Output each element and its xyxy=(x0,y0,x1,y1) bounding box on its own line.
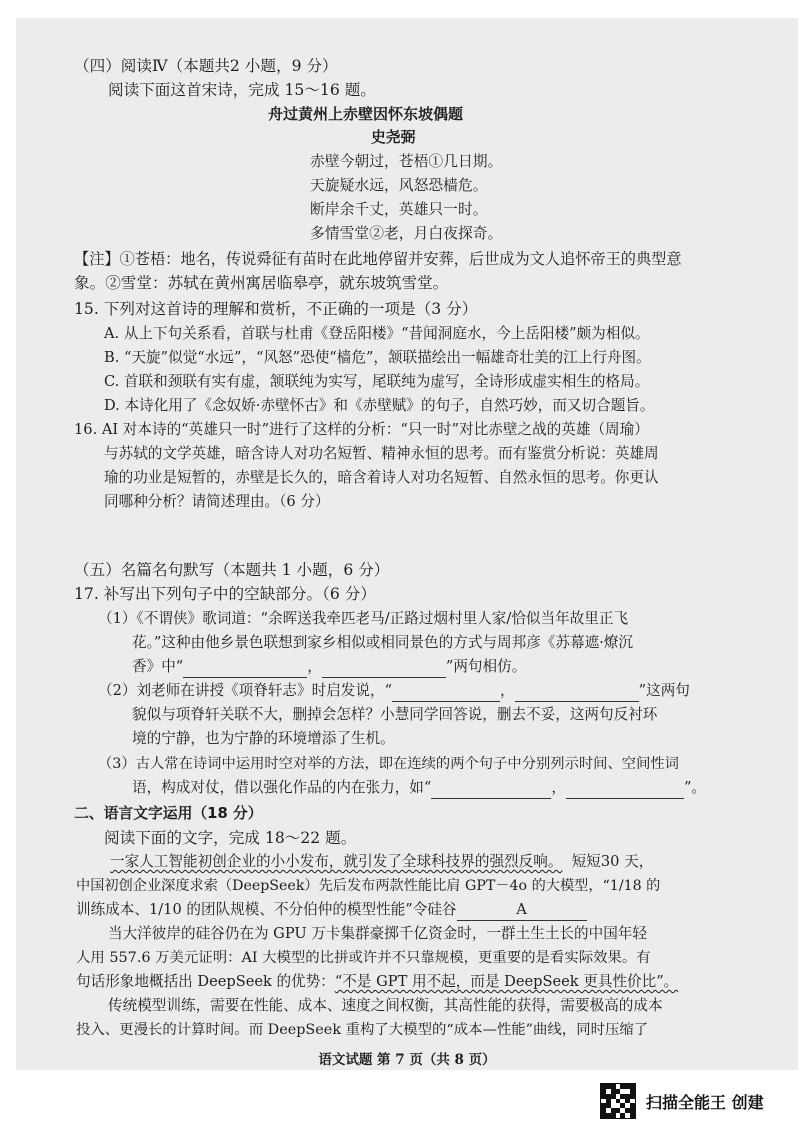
q17-item-2-comma: ， xyxy=(500,682,515,699)
section-5-heading: （五）名篇名句默写（本题共 1 小题，6 分） xyxy=(74,561,390,579)
exam-page xyxy=(16,18,798,1070)
q16-line-2: 与苏轼的文学英雄，暗含诗人对功名短暂、精神永恒的思考。而有鉴赏分析说：英雄周 xyxy=(104,445,659,462)
q17-item-2-line-3: 境的宁静，也为宁静的环境增添了生机。 xyxy=(132,730,395,747)
passage-p2-line-3 xyxy=(76,972,678,992)
poem-line-3: 断岸余千丈，英雄只一时。 xyxy=(310,201,488,218)
poem-author: 史尧弼 xyxy=(371,129,416,146)
poem-line-2: 天旋疑水远，风怒恐樯危。 xyxy=(310,177,488,194)
passage-underlined-sentence: 一家人工智能初创企业的小小发布，就引发了全球科技界的强烈反响。 xyxy=(110,853,563,870)
q17-item-1-blank-a[interactable] xyxy=(183,657,307,678)
q15-option-a: A. 从上下句关系看，首联与杜甫《登岳阳楼》“昔闻洞庭水，今上岳阳楼”颇为相似。 xyxy=(104,325,650,342)
passage-p1-line-1 xyxy=(110,852,653,872)
q16-line-1: 16. AI 对本诗的“英雄只一时”进行了这样的分析：“只一时”对比赤壁之战的英雄（周瑜） xyxy=(74,421,649,438)
passage-p2-line-2: 人用 557.6 万美元证明：AI 大模型的比拼或许并不只靠规模，更重要的是看实际效果。有 xyxy=(76,950,651,966)
q17-item-2-blank-a[interactable] xyxy=(392,681,500,702)
passage-p1-line-2: 中国初创企业深度求索（DeepSeek）先后发布两款性能比肩 GPT－4o 的大模型，“1/18 的 xyxy=(76,878,661,894)
q17-item-3-line-1: （3）古人常在诗词中运用时空对举的方法，即在连续的两个句子中分别列示时间、空间性词 xyxy=(98,756,679,772)
q17-item-1-line-3 xyxy=(132,657,526,678)
q17-item-2-suffix: ”这两句 xyxy=(638,682,690,699)
q17-item-3-suffix: ”。 xyxy=(683,779,707,796)
passage-blank-a[interactable]: A xyxy=(457,900,587,921)
q17-item-2-line-1 xyxy=(98,681,690,702)
passage-p3-line-1: 传统模型训练，需要在性能、成本、速度之间权衡，其高性能的获得，需要极高的成本 xyxy=(108,997,663,1014)
q17-item-3-blank-a[interactable] xyxy=(431,778,551,799)
q15-option-c: C. 首联和颈联有实有虚，颔联纯为实写，尾联纯为虚写，全诗形成虚实相生的格局。 xyxy=(104,373,650,390)
poem-title: 舟过黄州上赤壁因怀东坡偶题 xyxy=(268,105,464,123)
q16-line-4: 同哪种分析？请简述理由。（6 分） xyxy=(104,493,330,510)
poem-note-line-1: 【注】①苍梧：地名，传说舜征有苗时在此地停留并安葬，后世成为文人追怀帝王的典型意 xyxy=(74,250,682,268)
passage-p1-line-3 xyxy=(76,900,587,921)
passage-p2-line-3-lead: 句话形象地概括出 DeepSeek 的优势： xyxy=(76,973,335,990)
passage-p3-line-2: 投入、更漫长的计算时间。而 DeepSeek 重构了大模型的“成本—性能”曲线，同时压缩了 xyxy=(76,1022,649,1038)
q17-item-2-blank-b[interactable] xyxy=(515,681,639,702)
passage-underlined-quote: “不是 GPT 用不起，而是 DeepSeek 更具性价比”。 xyxy=(334,973,679,990)
q17-item-1-suffix: ”两句相仿。 xyxy=(445,658,527,675)
section-4-intro: 阅读下面这首宋诗，完成 15～16 题。 xyxy=(108,81,376,99)
q17-item-3-blank-b[interactable] xyxy=(566,778,684,799)
q17-item-1-line-2: 花。”这种由他乡景色联想到家乡相似或相同景色的方式与周邦彦《苏幕遮·燎沉 xyxy=(132,634,633,651)
q17-item-1-prefix: 香》中“ xyxy=(132,658,184,675)
scanner-watermark xyxy=(600,1083,764,1119)
q17-stem: 17. 补写出下列句子中的空缺部分。（6 分） xyxy=(74,585,376,603)
q17-item-1-comma: ， xyxy=(307,658,322,675)
q16-line-3: 瑜的功业是短暂的，赤壁是长久的，暗含着诗人对功名短暂、自然永恒的思考。你更认 xyxy=(104,469,659,486)
qr-code-icon xyxy=(600,1083,636,1119)
passage-p1-line-3-text: 训练成本、1/10 的团队规模、不分伯仲的模型性能”令硅谷 xyxy=(76,901,457,918)
passage-p1-tail: 短短30 天， xyxy=(571,853,654,870)
passage-p2-line-1: 当大洋彼岸的硅谷仍在为 GPU 万卡集群豪掷千亿资金时，一群土生土长的中国年轻 xyxy=(108,925,647,942)
q17-item-3-prefix: 语，构成对仗，借以强化作品的内在张力，如“ xyxy=(132,779,432,796)
q17-item-2-prefix: （2）刘老师在讲授《项脊轩志》时启发说，“ xyxy=(98,682,393,699)
poem-line-1: 赤壁今朝过，苍梧①几日期。 xyxy=(310,153,503,170)
q17-item-3-comma: ， xyxy=(551,779,566,796)
q17-item-3-line-2 xyxy=(132,778,706,799)
q15-option-b: B. “天旋”似觉“水远”，“风怒”恐使“樯危”，颔联描绘出一幅雄奇壮美的江上行舟图。 xyxy=(104,349,651,366)
page-footer: 语文试题 第 7 页（共 8 页） xyxy=(318,1052,496,1068)
poem-line-4: 多情雪堂②老，月白夜探奇。 xyxy=(310,225,503,242)
section-4-heading: （四）阅读Ⅳ（本题共2 小题，9 分） xyxy=(74,57,338,75)
q17-item-1-blank-b[interactable] xyxy=(322,657,446,678)
q17-item-1-line-1: （1）《不谓侠》歌词道：“余晖送我牵匹老马/正路过烟村里人家/恰似当年故里正飞 xyxy=(98,610,629,627)
q15-stem: 15. 下列对这首诗的理解和赏析，不正确的一项是（3 分） xyxy=(74,300,478,318)
part-2-heading: 二、语言文字运用（18 分） xyxy=(74,805,263,822)
scanner-watermark-text: 扫描全能王 创建 xyxy=(646,1092,764,1112)
q15-option-d: D. 本诗化用了《念奴娇·赤壁怀古》和《赤壁赋》的句子，自然巧妙，而又切合题旨。 xyxy=(104,397,655,414)
part-2-intro: 阅读下面的文字，完成 18～22 题。 xyxy=(104,829,357,847)
poem-note-line-2: 象。②雪堂：苏轼在黄州寓居临皋亭，就东坡筑雪堂。 xyxy=(74,274,449,292)
q17-item-2-line-2: 貌似与项脊轩关联不大，删掉会怎样？小慧同学回答说，删去不妥，这两句反衬环 xyxy=(132,706,658,723)
